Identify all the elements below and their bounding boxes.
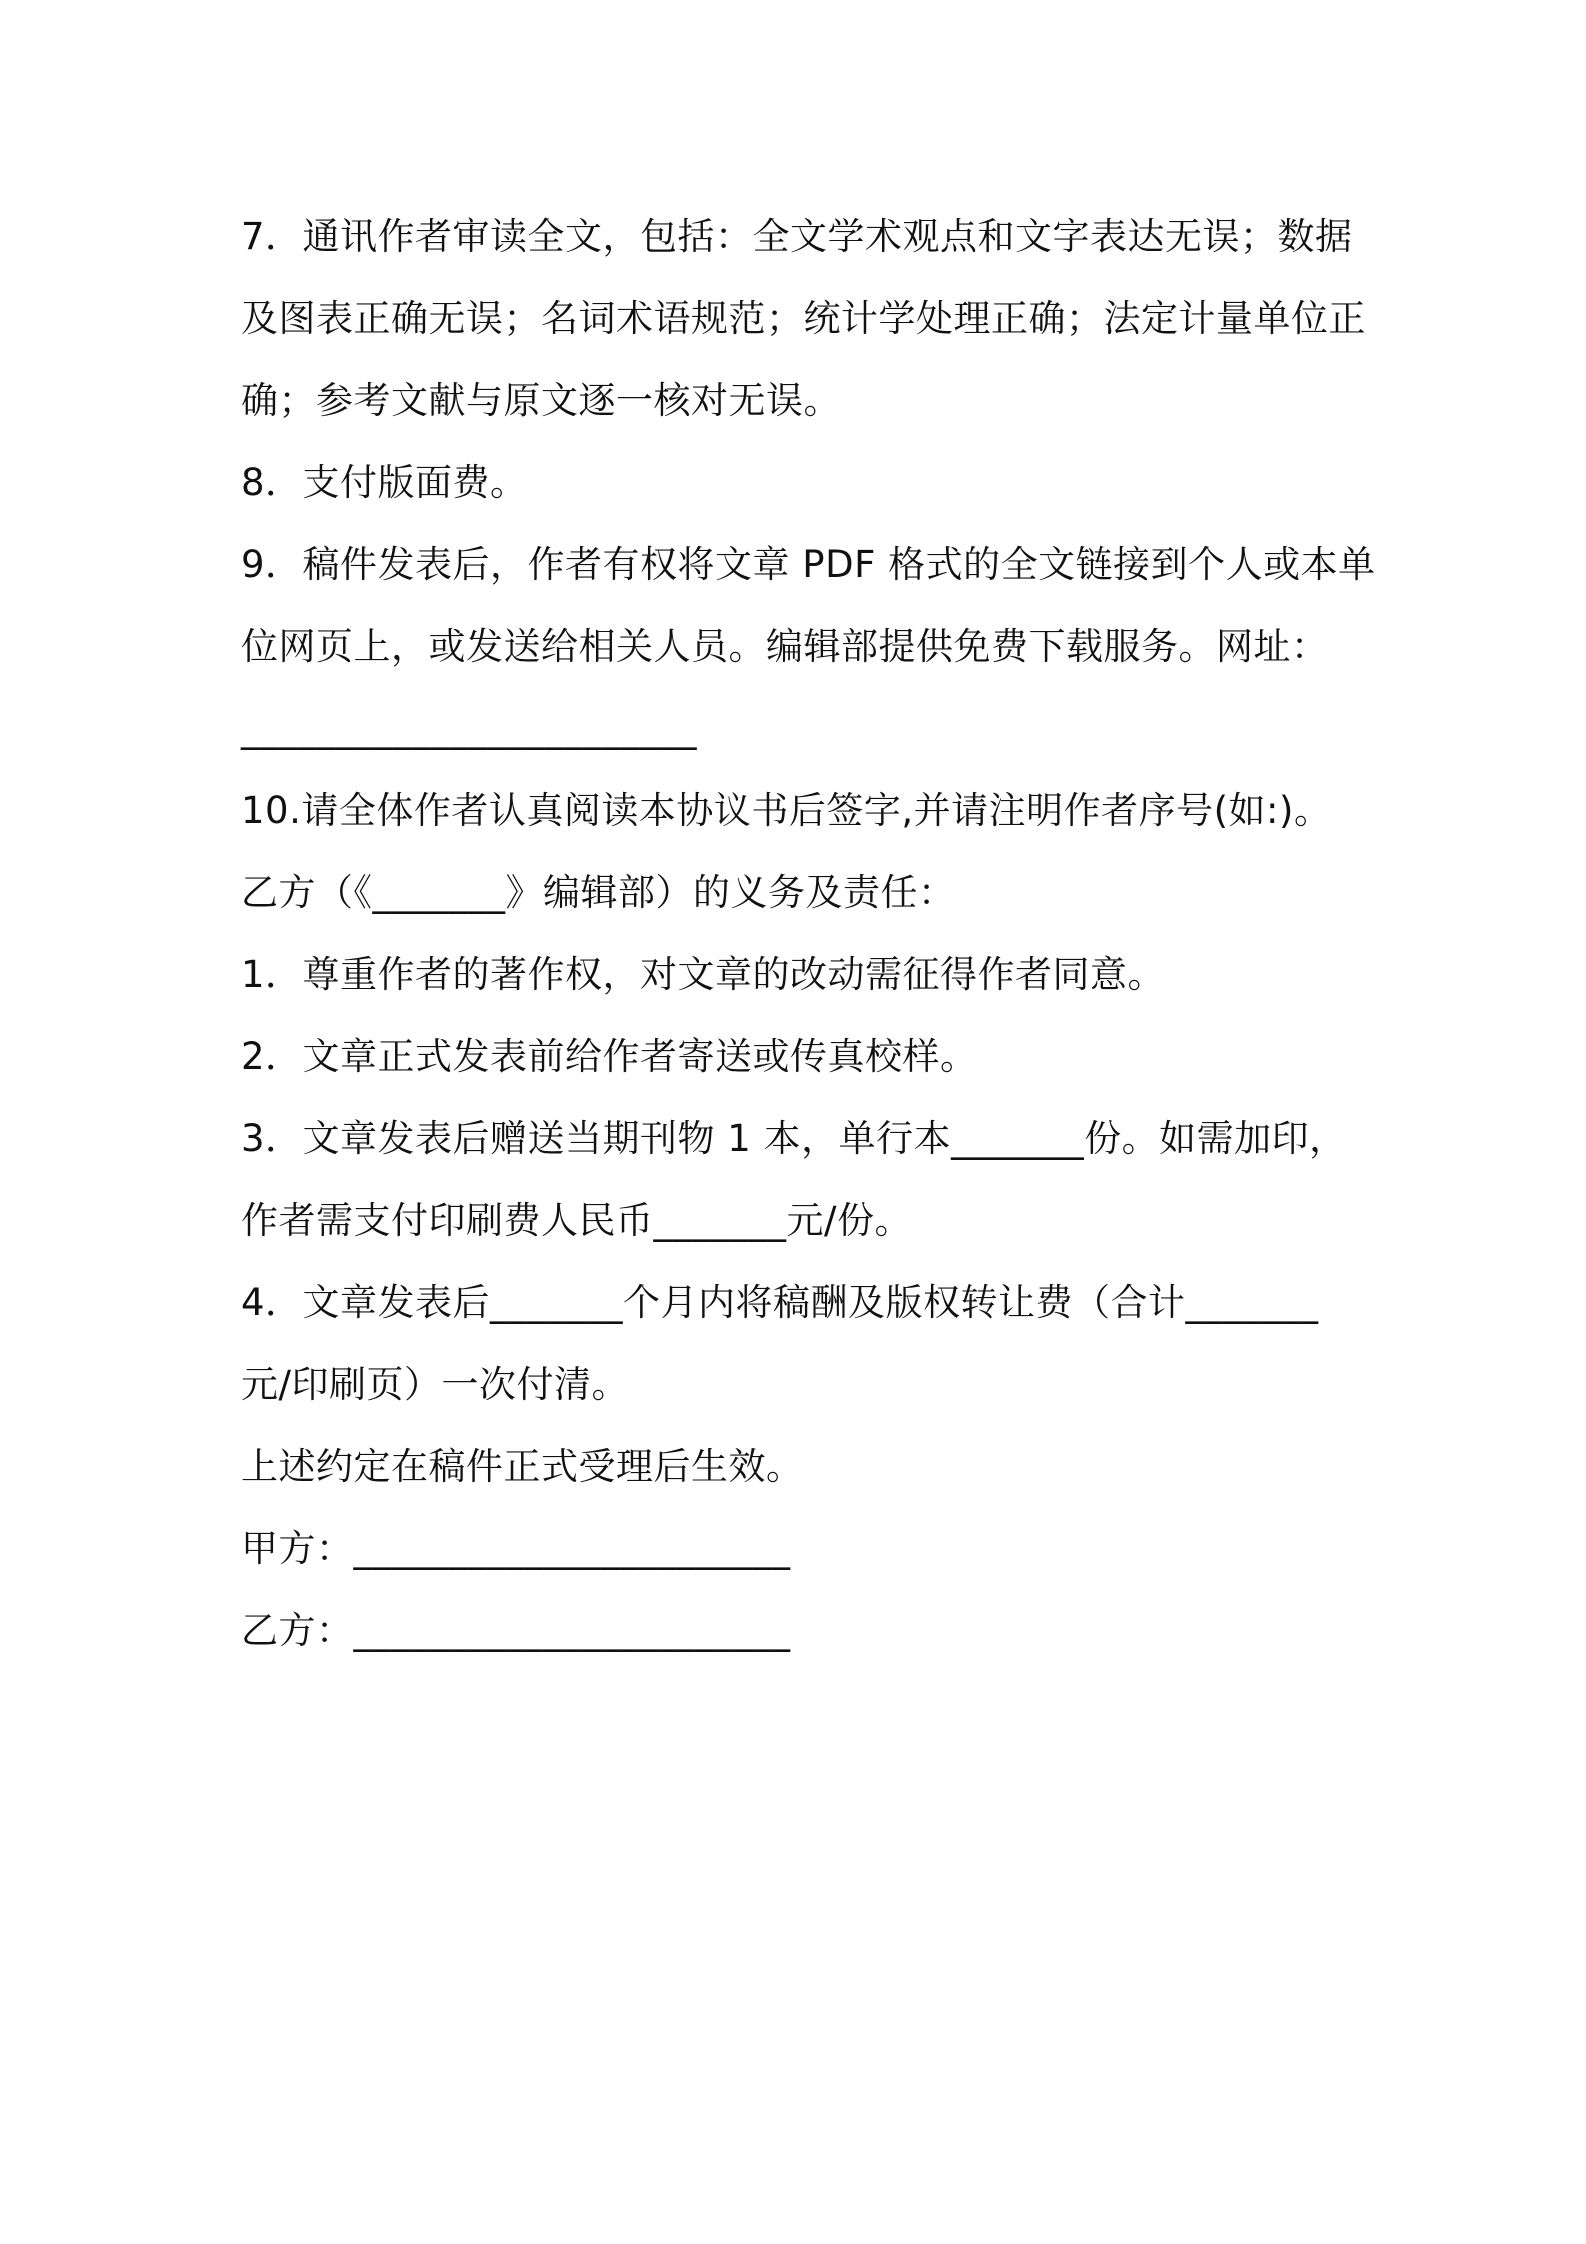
- clause-9-line-1: 9．稿件发表后，作者有权将文章 PDF 格式的全文链接到个人或本单: [241, 543, 1376, 586]
- party-b-obligations-heading: 乙方（《_______》编辑部）的义务及责任：: [241, 871, 956, 914]
- clause-10: 10.请全体作者认真阅读本协议书后签字,并请注明作者序号(如:)。: [241, 789, 1332, 832]
- obligation-4-line-1: 4．文章发表后_______个月内将稿酬及版权转让费（合计_______: [241, 1281, 1319, 1324]
- clause-7-line-3: 确；参考文献与原文逐一核对无误。: [241, 379, 841, 422]
- clause-7-line-1: 7．通讯作者审读全文，包括：全文学术观点和文字表达无误；数据: [241, 215, 1353, 258]
- clause-9-line-2: 位网页上，或发送给相关人员。编辑部提供免费下载服务。网址：: [241, 625, 1329, 668]
- document-body: [241, 196, 1376, 1672]
- obligation-3-line-1: 3．文章发表后赠送当期刊物 1 本，单行本_______份。如需加印，: [241, 1117, 1347, 1160]
- clause-7-line-2: 及图表正确无误；名词术语规范；统计学处理正确；法定计量单位正: [241, 297, 1366, 340]
- obligation-3-line-2: 作者需支付印刷费人民币_______元/份。: [241, 1199, 912, 1242]
- url-blank-line: ________________________: [241, 707, 697, 750]
- obligation-4-line-2: 元/印刷页）一次付清。: [241, 1363, 629, 1406]
- effective-clause: 上述约定在稿件正式受理后生效。: [241, 1445, 804, 1488]
- party-b-signature-line: 乙方：_______________________: [241, 1609, 791, 1652]
- party-a-signature-line: 甲方：_______________________: [241, 1527, 791, 1570]
- obligation-2: 2．文章正式发表前给作者寄送或传真校样。: [241, 1035, 978, 1078]
- clause-8: 8．支付版面费。: [241, 461, 528, 504]
- obligation-1: 1．尊重作者的著作权，对文章的改动需征得作者同意。: [241, 953, 1166, 996]
